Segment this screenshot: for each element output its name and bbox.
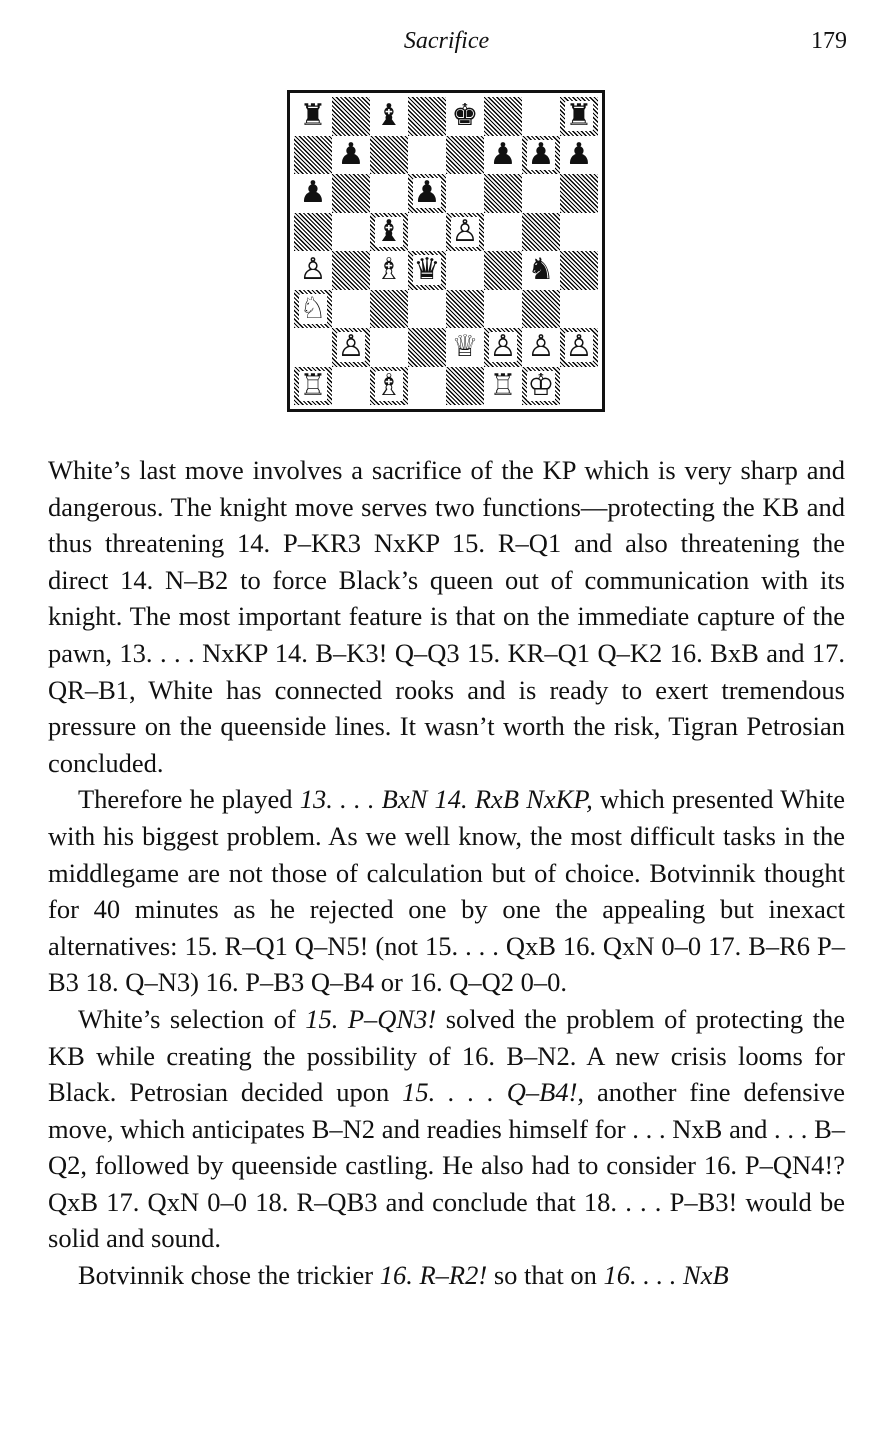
board-square: [446, 136, 484, 175]
board-square: [370, 251, 408, 290]
board-square: [560, 213, 598, 252]
board-square: [446, 213, 484, 252]
board-square: [446, 367, 484, 406]
chess-piece: ♜: [565, 98, 593, 134]
board-square: [408, 290, 446, 329]
chess-piece: ♖: [299, 367, 327, 403]
board-square: [294, 328, 332, 367]
board-square: [484, 174, 522, 213]
board-square: [294, 136, 332, 175]
text-run: White’s last move involves a sacrifice of the KP which is very sharp and dangerous. The knight move serves two functions—protecting the KB and thus threatening 14. P–KR3 NxKP 15. R–Q1 and also threatening the direct 14. N–B2 to force Black’s queen out of communication with its knight. The most important feature is that on the immediate capture of the pawn, 13. . . . NxKP 14. B–K3! Q–Q3 15. KR–Q1 Q–K2 16. BxB and 17. QR–B1, White has connected rooks and is ready to exert tremendous pressure on the queenside lines. It wasn’t worth the risk, Tigran Petrosian concluded.: [48, 455, 845, 778]
board-square: [522, 213, 560, 252]
chess-piece: ♜: [299, 98, 327, 134]
text-run: White’s selection of: [78, 1003, 306, 1034]
chess-piece: ♟: [489, 136, 517, 172]
text-run: solved the problem of protecting the KB while creating the possibility of 16. B–N2. A new crisis looms for Black. Petrosian decided upon: [48, 1003, 846, 1108]
board-square: [408, 213, 446, 252]
board-square: [560, 290, 598, 329]
chess-piece: ♙: [337, 329, 365, 365]
board-square: [484, 290, 522, 329]
paragraph: [48, 1257, 845, 1294]
chess-piece: ♝: [375, 213, 403, 249]
board-square: [332, 213, 370, 252]
move-notation: 13. . . . BxN 14. RxB NxKP,: [299, 784, 593, 815]
chess-piece: ♙: [565, 329, 593, 365]
board-square: [370, 136, 408, 175]
board-square: [484, 213, 522, 252]
board-square: [446, 97, 484, 136]
running-head-title: Sacrifice: [403, 28, 490, 54]
board-square: [522, 328, 560, 367]
board-square: [332, 97, 370, 136]
paragraph: [48, 781, 845, 1001]
board-square: [522, 174, 560, 213]
chess-piece: ♟: [565, 136, 593, 172]
board-square: [522, 290, 560, 329]
board-square: [370, 328, 408, 367]
board-square: [408, 174, 446, 213]
board-square: [560, 136, 598, 175]
chess-piece: ♚: [451, 98, 479, 134]
board-square: [408, 97, 446, 136]
move-notation: 15. P–QN3!: [305, 1003, 437, 1034]
move-notation: 15. . . . Q–B4!,: [402, 1077, 585, 1108]
board-square: [560, 251, 598, 290]
chess-piece: ♙: [527, 329, 555, 365]
board-square: [484, 367, 522, 406]
chess-piece: ♛: [413, 252, 441, 288]
board-square: [332, 174, 370, 213]
board-square: [522, 136, 560, 175]
text-run: another fine defensive move, which anticipates B–N2 and readies himself for . . . NxB and . . . B–Q2, followed by queenside castling. He also had to consider 16. P–QN4!? QxB 17. QxN 0–0 18. R–QB3 and conclude that 18. . . . P–B3! would be solid and sound.: [48, 1077, 845, 1254]
chess-piece: ♙: [299, 252, 327, 288]
board-square: [560, 97, 598, 136]
chess-piece: ♔: [527, 367, 555, 403]
board-square: [560, 328, 598, 367]
board-square: [484, 328, 522, 367]
chess-piece: ♖: [489, 367, 517, 403]
board-square: [446, 328, 484, 367]
chess-piece: ♗: [375, 252, 403, 288]
board-square: [332, 251, 370, 290]
chess-piece: ♟: [299, 175, 327, 211]
board-square: [294, 213, 332, 252]
move-notation: 16. . . . NxB: [603, 1260, 729, 1291]
board-square: [332, 290, 370, 329]
board-square: [408, 136, 446, 175]
text-run: which presented White with his biggest problem. As we well know, the most difficult tasks in the middlegame are not those of calculation but of choice. Botvinnik thought for 40 minutes as he rejected one by one the appealing but inexact alternatives: 15. R–Q1 Q–N5! (not 15. . . . QxB 16. QxN 0–0 17. B–R6 P–B3 18. Q–N3) 16. P–B3 Q–B4 or 16. Q–Q2 0–0.: [48, 784, 845, 998]
board-square: [484, 136, 522, 175]
board-square: [370, 367, 408, 406]
body-text: [48, 452, 845, 1294]
chess-piece: ♙: [451, 213, 479, 249]
board-square: [370, 290, 408, 329]
board-square: [332, 367, 370, 406]
chess-board: [294, 97, 598, 405]
board-square: [408, 328, 446, 367]
board-square: [332, 136, 370, 175]
chess-piece: ♕: [451, 329, 479, 365]
board-square: [370, 174, 408, 213]
board-square: [522, 367, 560, 406]
board-square: [446, 290, 484, 329]
board-square: [522, 97, 560, 136]
text-run: Therefore he played: [78, 784, 300, 815]
text-run: so that on: [487, 1260, 604, 1291]
board-square: [408, 251, 446, 290]
chess-piece: ♟: [337, 136, 365, 172]
chess-piece: ♙: [489, 329, 517, 365]
board-square: [370, 213, 408, 252]
board-square: [294, 174, 332, 213]
chess-piece: ♗: [375, 367, 403, 403]
board-square: [560, 174, 598, 213]
chess-piece: ♘: [299, 290, 327, 326]
board-square: [408, 367, 446, 406]
board-square: [446, 174, 484, 213]
chess-piece: ♞: [527, 252, 555, 288]
chess-diagram: [287, 90, 605, 412]
board-square: [560, 367, 598, 406]
board-square: [522, 251, 560, 290]
board-square: [294, 290, 332, 329]
board-square: [446, 251, 484, 290]
page-number: 179: [811, 28, 847, 54]
paragraph: [48, 1001, 845, 1257]
board-square: [370, 97, 408, 136]
board-square: [484, 97, 522, 136]
chess-piece: ♟: [527, 136, 555, 172]
chess-piece: ♝: [375, 98, 403, 134]
text-run: Botvinnik chose the trickier: [78, 1260, 380, 1291]
board-square: [294, 97, 332, 136]
board-square: [484, 251, 522, 290]
board-square: [332, 328, 370, 367]
chess-piece: ♟: [413, 175, 441, 211]
board-square: [294, 367, 332, 406]
board-square: [294, 251, 332, 290]
paragraph: [48, 452, 845, 781]
move-notation: 16. R–R2!: [379, 1260, 488, 1291]
